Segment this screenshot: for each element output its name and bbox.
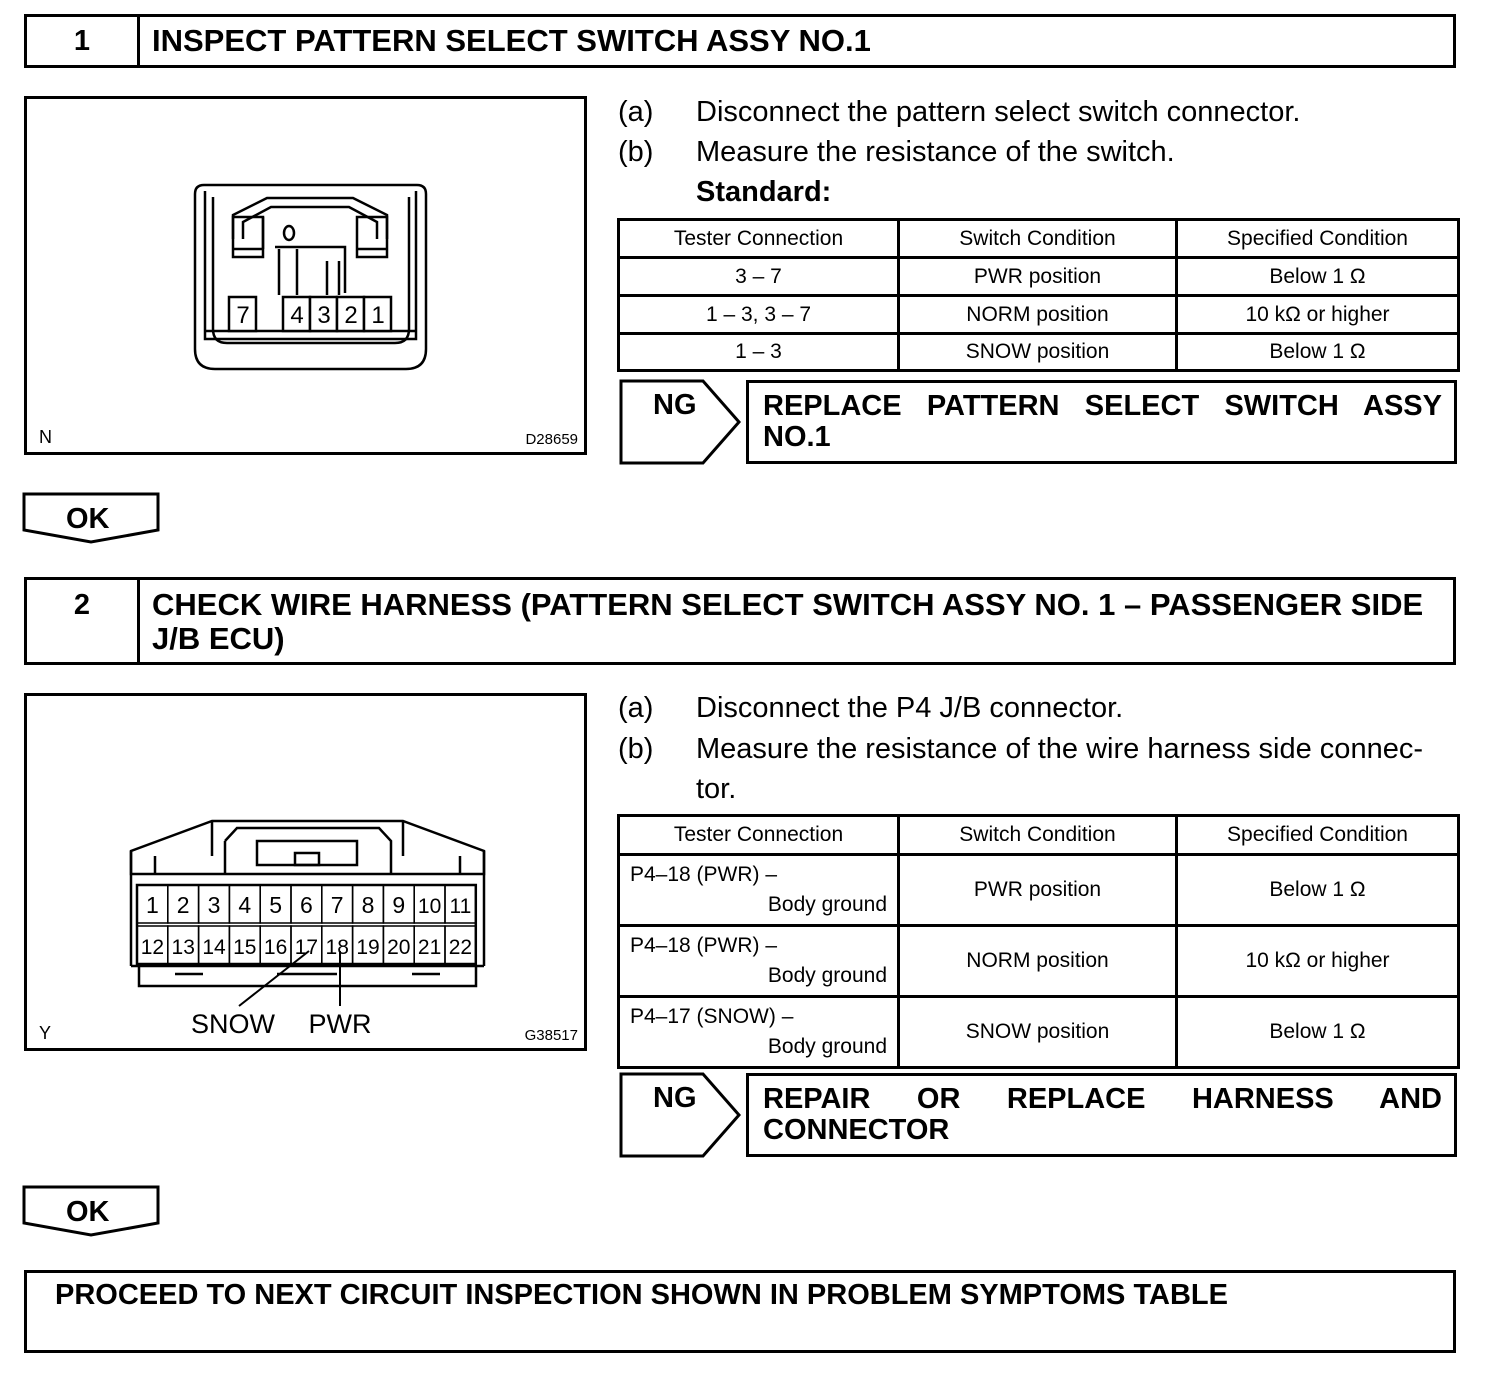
- instruction-b: [618, 729, 1468, 809]
- pin-label: 18: [325, 936, 349, 959]
- pin-label: 1: [371, 302, 385, 329]
- figure-id: G38517: [524, 1027, 578, 1044]
- pin-label: 15: [233, 936, 257, 959]
- pwr-callout: PWR: [308, 1009, 372, 1039]
- standard-label: Standard:: [696, 176, 832, 208]
- instruction-text: Measure the resistance of the switch.: [696, 136, 1175, 168]
- instruction-key: (b): [618, 733, 654, 765]
- table-header: Tester Connection: [619, 220, 899, 258]
- table-header: Switch Condition: [899, 816, 1177, 855]
- switch-condition: SNOW position: [899, 334, 1177, 371]
- table-header: Specified Condition: [1177, 220, 1459, 258]
- ok-label: OK: [66, 1196, 110, 1228]
- pin-label: 16: [263, 936, 288, 959]
- step-2-spec-table: [617, 814, 1460, 1069]
- ok-label: OK: [66, 503, 110, 535]
- pin-label: 9: [392, 892, 406, 918]
- step-1-header: [24, 14, 1456, 68]
- tester-connection: 1 – 3, 3 – 7: [619, 296, 899, 334]
- specified-condition: Below 1 Ω: [1177, 855, 1459, 926]
- switch-condition: PWR position: [899, 855, 1177, 926]
- ng-label: NG: [653, 1082, 697, 1114]
- step-number: 1: [27, 17, 140, 65]
- instruction-key: (a): [618, 96, 654, 128]
- figure-corner-label: Y: [39, 1023, 52, 1043]
- step-1-spec-table: [617, 218, 1460, 372]
- connection-line-1: P4–17 (SNOW) –: [630, 1005, 794, 1028]
- tester-connection: [619, 855, 899, 926]
- switch-condition: NORM position: [899, 926, 1177, 997]
- table-row: [619, 855, 1459, 926]
- connection-line-1: P4–18 (PWR) –: [630, 863, 778, 886]
- pin-label: 10: [417, 895, 442, 918]
- table-row: [619, 926, 1459, 997]
- table-row: [619, 258, 1459, 296]
- instruction-a: [618, 92, 1468, 132]
- connection-line-2: Body ground: [767, 964, 887, 987]
- final-instruction-box: PROCEED TO NEXT CIRCUIT INSPECTION SHOWN IN PROBLEM SYMPTOMS TABLE: [24, 1270, 1456, 1353]
- instruction-text-line-1: Measure the resistance of the wire harness side connec-: [696, 733, 1423, 765]
- tester-connection: 1 – 3: [619, 334, 899, 371]
- pin-label: 17: [294, 936, 319, 959]
- specified-condition: Below 1 Ω: [1177, 997, 1459, 1068]
- ng-label: NG: [653, 389, 697, 421]
- step-title: INSPECT PATTERN SELECT SWITCH ASSY NO.1: [152, 23, 871, 58]
- pin-label: 3: [207, 892, 221, 918]
- table-row: [619, 334, 1459, 371]
- instruction-key: (b): [618, 136, 654, 168]
- pin-label: 3: [317, 302, 331, 329]
- pin-label: 1: [146, 892, 159, 918]
- pin-label: 13: [171, 936, 195, 959]
- step-title: CHECK WIRE HARNESS (PATTERN SELECT SWITCH ASSY NO. 1 – PASSENGER SIDE J/B ECU): [152, 587, 1424, 656]
- ng-action-box: REPAIR OR REPLACE HARNESS AND CONNECTOR: [746, 1073, 1457, 1157]
- tester-connection: [619, 926, 899, 997]
- connection-line-1: P4–18 (PWR) –: [630, 934, 778, 957]
- snow-callout: SNOW: [191, 1009, 275, 1039]
- ng-action-box: REPLACE PATTERN SELECT SWITCH ASSY NO.1: [746, 380, 1457, 464]
- pin-label: 21: [417, 936, 442, 959]
- tester-connection: [619, 997, 899, 1068]
- switch-condition: PWR position: [899, 258, 1177, 296]
- pin-label: 6: [300, 892, 313, 918]
- table-header: Tester Connection: [619, 816, 899, 855]
- figure-corner-label: N: [39, 427, 52, 447]
- pin-label: 22: [448, 936, 473, 959]
- instruction-a: [618, 688, 1468, 728]
- pin-label: 7: [236, 302, 250, 329]
- step-2-figure: [24, 693, 587, 1051]
- switch-condition: SNOW position: [899, 997, 1177, 1068]
- pin-label: 2: [176, 892, 190, 918]
- instruction-text: Disconnect the P4 J/B connector.: [696, 692, 1124, 724]
- table-header: Switch Condition: [899, 220, 1177, 258]
- instruction-key: (a): [618, 692, 654, 724]
- table-row: [619, 997, 1459, 1068]
- pin-label: 5: [269, 892, 282, 918]
- pin-label: 7: [330, 892, 344, 918]
- pin-label: 19: [356, 936, 380, 959]
- switch-connector-diagram: [27, 99, 584, 452]
- step-number: 2: [27, 580, 140, 662]
- table-row: [619, 296, 1459, 334]
- tester-connection: 3 – 7: [619, 258, 899, 296]
- connection-line-2: Body ground: [767, 1035, 887, 1058]
- instruction-text: Disconnect the pattern select switch connector.: [696, 96, 1301, 128]
- step-2-header: [24, 577, 1456, 665]
- instruction-text-line-2: tor.: [696, 773, 737, 805]
- figure-id: D28659: [525, 431, 578, 448]
- connection-line-2: Body ground: [767, 893, 887, 916]
- step-1-figure: [24, 96, 587, 455]
- pin-label: 12: [140, 936, 165, 959]
- specified-condition: Below 1 Ω: [1177, 334, 1459, 371]
- pin-label: 8: [361, 892, 375, 918]
- pin-label: 4: [290, 302, 304, 329]
- pin-label: 4: [238, 892, 252, 918]
- pin-label: 11: [449, 895, 472, 918]
- jb-connector-diagram: [27, 696, 584, 1048]
- specified-condition: Below 1 Ω: [1177, 258, 1459, 296]
- table-header: Specified Condition: [1177, 816, 1459, 855]
- instruction-b: [618, 132, 1468, 172]
- switch-condition: NORM position: [899, 296, 1177, 334]
- pin-label: 2: [344, 302, 358, 329]
- pin-label: 20: [387, 936, 411, 959]
- specified-condition: 10 kΩ or higher: [1177, 296, 1459, 334]
- specified-condition: 10 kΩ or higher: [1177, 926, 1459, 997]
- pin-label: 14: [202, 936, 226, 959]
